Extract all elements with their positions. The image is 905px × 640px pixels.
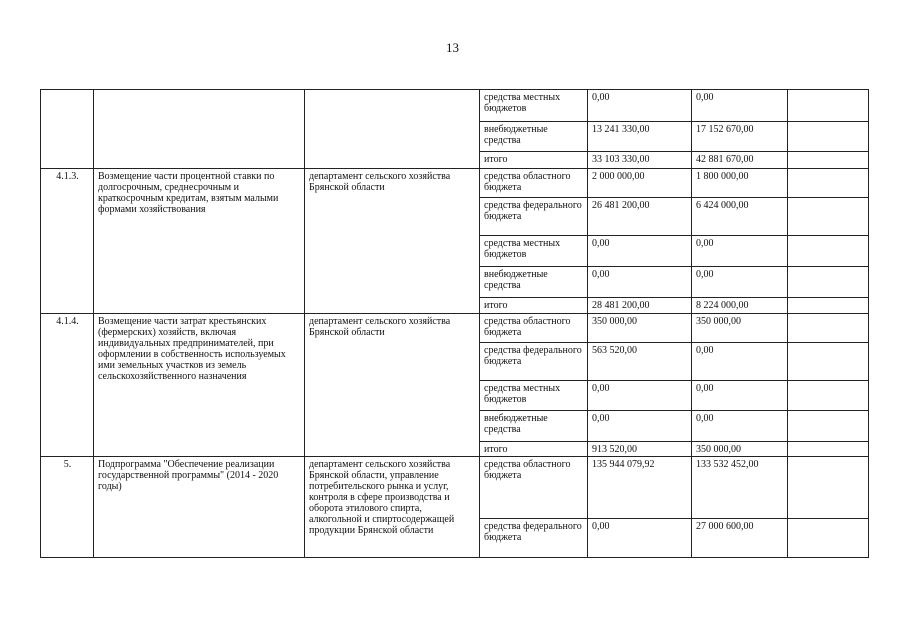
item-name: Подпрограмма "Обеспечение реализации государственной программы" (2014 - 2020 годы) bbox=[94, 457, 305, 558]
empty-cell bbox=[788, 381, 869, 411]
empty-cell bbox=[788, 442, 869, 457]
amount-year-2: 350 000,00 bbox=[692, 442, 788, 457]
funding-source: средства местных бюджетов bbox=[480, 236, 588, 267]
funding-source: итого bbox=[480, 442, 588, 457]
page-number: 13 bbox=[446, 40, 459, 55]
amount-year-1: 350 000,00 bbox=[588, 314, 692, 343]
funding-source: средства областного бюджета bbox=[480, 169, 588, 198]
item-executor: департамент сельского хозяйства Брянской области, управление потребительского рынка и услуг, контроля в сфере производства и оборота этилового спирта, алкогольной и спиртосодержащей продукции Брянской области bbox=[305, 457, 480, 558]
amount-year-2: 0,00 bbox=[692, 267, 788, 298]
table-row bbox=[41, 169, 869, 198]
amount-year-1: 563 520,00 bbox=[588, 343, 692, 381]
empty-cell bbox=[788, 457, 869, 519]
amount-year-2: 42 881 670,00 bbox=[692, 152, 788, 169]
funding-source: средства местных бюджетов bbox=[480, 90, 588, 122]
empty-cell bbox=[788, 343, 869, 381]
funding-source: средства федерального бюджета bbox=[480, 343, 588, 381]
item-executor bbox=[305, 90, 480, 169]
amount-year-1: 0,00 bbox=[588, 236, 692, 267]
amount-year-1: 0,00 bbox=[588, 90, 692, 122]
funding-source: средства областного бюджета bbox=[480, 314, 588, 343]
amount-year-2: 0,00 bbox=[692, 381, 788, 411]
amount-year-2: 27 000 600,00 bbox=[692, 519, 788, 558]
item-name: Возмещение части процентной ставки по долгосрочным, среднесрочным и краткосрочным кредитам, взятым малыми формами хозяйствования bbox=[94, 169, 305, 314]
empty-cell bbox=[788, 152, 869, 169]
amount-year-2: 8 224 000,00 bbox=[692, 298, 788, 314]
amount-year-2: 17 152 670,00 bbox=[692, 122, 788, 152]
amount-year-2: 0,00 bbox=[692, 90, 788, 122]
funding-source: итого bbox=[480, 152, 588, 169]
amount-year-1: 0,00 bbox=[588, 411, 692, 442]
table-row bbox=[41, 314, 869, 343]
item-executor: департамент сельского хозяйства Брянской области bbox=[305, 169, 480, 314]
amount-year-1: 33 103 330,00 bbox=[588, 152, 692, 169]
amount-year-1: 28 481 200,00 bbox=[588, 298, 692, 314]
amount-year-1: 0,00 bbox=[588, 267, 692, 298]
item-number: 4.1.3. bbox=[41, 169, 94, 314]
funding-source: внебюджетные средства bbox=[480, 411, 588, 442]
amount-year-2: 0,00 bbox=[692, 411, 788, 442]
empty-cell bbox=[788, 122, 869, 152]
empty-cell bbox=[788, 411, 869, 442]
item-executor: департамент сельского хозяйства Брянской области bbox=[305, 314, 480, 457]
empty-cell bbox=[788, 236, 869, 267]
amount-year-1: 0,00 bbox=[588, 381, 692, 411]
empty-cell bbox=[788, 314, 869, 343]
empty-cell bbox=[788, 519, 869, 558]
funding-source: средства федерального бюджета bbox=[480, 519, 588, 558]
item-number bbox=[41, 90, 94, 169]
empty-cell bbox=[788, 169, 869, 198]
item-name bbox=[94, 90, 305, 169]
amount-year-1: 913 520,00 bbox=[588, 442, 692, 457]
empty-cell bbox=[788, 298, 869, 314]
amount-year-2: 133 532 452,00 bbox=[692, 457, 788, 519]
funding-source: средства местных бюджетов bbox=[480, 381, 588, 411]
amount-year-2: 0,00 bbox=[692, 236, 788, 267]
empty-cell bbox=[788, 90, 869, 122]
funding-source: средства областного бюджета bbox=[480, 457, 588, 519]
funding-source: внебюджетные средства bbox=[480, 267, 588, 298]
empty-cell bbox=[788, 267, 869, 298]
amount-year-2: 6 424 000,00 bbox=[692, 198, 788, 236]
funding-source: итого bbox=[480, 298, 588, 314]
item-number: 4.1.4. bbox=[41, 314, 94, 457]
amount-year-1: 0,00 bbox=[588, 519, 692, 558]
amount-year-1: 26 481 200,00 bbox=[588, 198, 692, 236]
amount-year-1: 2 000 000,00 bbox=[588, 169, 692, 198]
item-number: 5. bbox=[41, 457, 94, 558]
amount-year-1: 13 241 330,00 bbox=[588, 122, 692, 152]
amount-year-2: 1 800 000,00 bbox=[692, 169, 788, 198]
table-row bbox=[41, 90, 869, 122]
item-name: Возмещение части затрат крестьянских (фермерских) хозяйств, включая индивидуальных предпринимателей, при оформлении в собственность используемых ими земельных участков из земель сельскохозяйственного назначения bbox=[94, 314, 305, 457]
budget-table bbox=[40, 89, 869, 558]
amount-year-2: 0,00 bbox=[692, 343, 788, 381]
empty-cell bbox=[788, 198, 869, 236]
table-row bbox=[41, 457, 869, 519]
funding-source: средства федерального бюджета bbox=[480, 198, 588, 236]
funding-source: внебюджетные средства bbox=[480, 122, 588, 152]
amount-year-1: 135 944 079,92 bbox=[588, 457, 692, 519]
amount-year-2: 350 000,00 bbox=[692, 314, 788, 343]
